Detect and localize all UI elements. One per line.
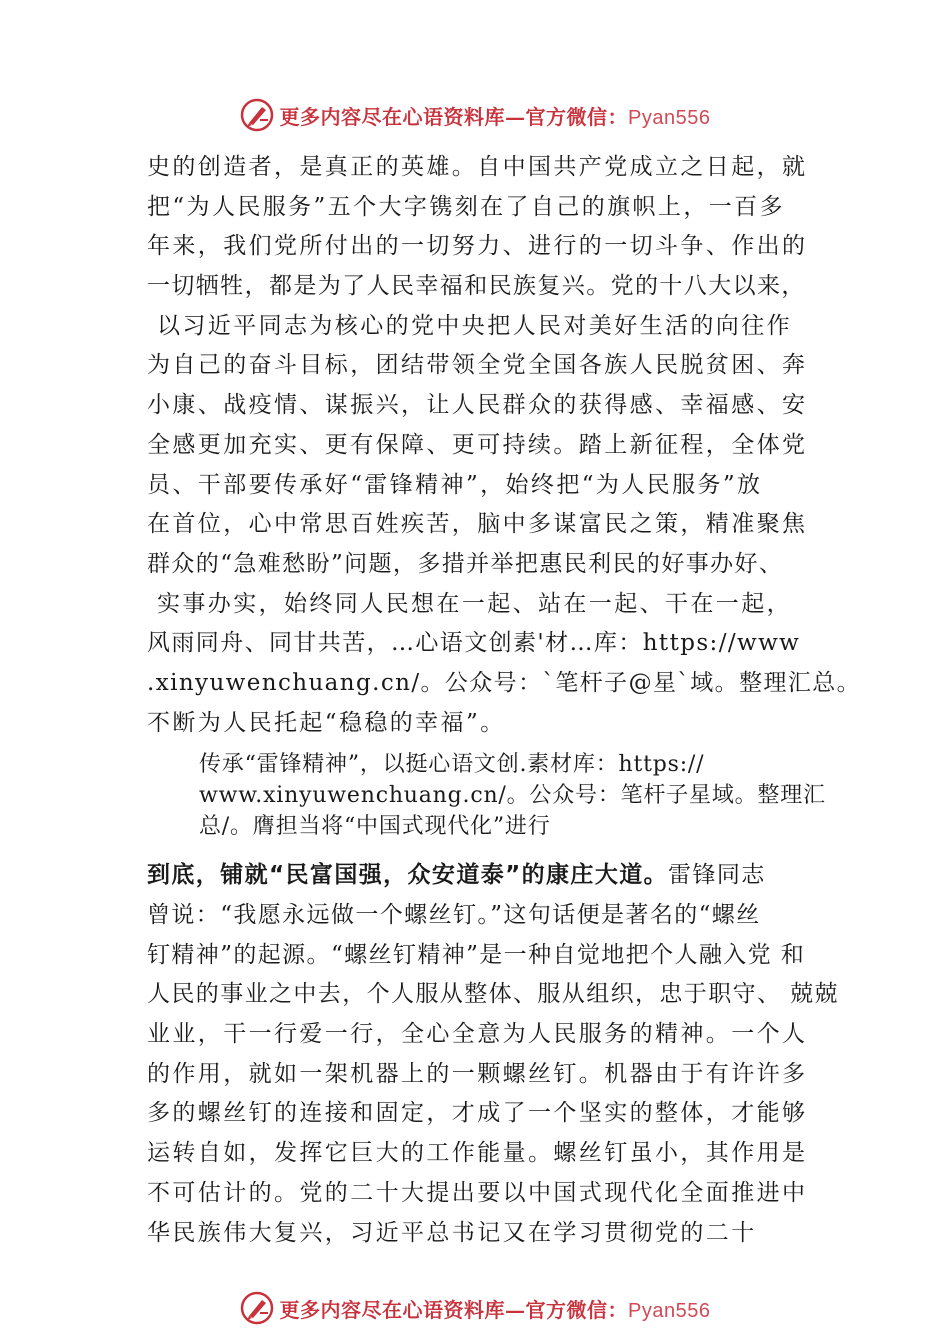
text-line: 年来，我们党所付出的一切努力、进行的一切斗争、作出的 bbox=[147, 233, 808, 260]
text-line: .xinyuwenchuang.cn/。公众号：`笔杆子@星`域。整理汇总。 bbox=[147, 669, 862, 696]
text-line: 的作用，就如一架机器上的一颗螺丝钉。机器由于有许许多 bbox=[147, 1060, 808, 1087]
pen-logo-icon bbox=[240, 1291, 274, 1325]
text-line: 多的螺丝钉的连接和固定，才成了一个坚实的整体，才能够 bbox=[147, 1100, 808, 1127]
text-line: 小康、战疫情、谋振兴，让人民群众的获得感、幸福感、安 bbox=[147, 392, 808, 419]
text-line: 为自己的奋斗目标，团结带领全党全国各族人民脱贫困、奔 bbox=[147, 352, 808, 379]
paragraph-2 bbox=[147, 856, 837, 1253]
text-line: 风雨同舟、同甘共苦，…心语文创素'材…库：https://www bbox=[147, 630, 801, 657]
text-line: 实事办实，始终同人民想在一起、站在一起、干在一起， bbox=[157, 590, 792, 617]
lead-line-rest: 雷锋同志 bbox=[668, 862, 766, 889]
header-wechat-handle: Pyan556 bbox=[628, 106, 711, 129]
quote-block bbox=[199, 749, 837, 842]
text-line: 以习近平同志为核心的党中央把人民对美好生活的向往作 bbox=[157, 312, 792, 339]
footer-wechat-handle: Pyan556 bbox=[628, 1299, 711, 1322]
document-body bbox=[147, 148, 862, 1253]
quote-line: 总/。膺担当将“中国式现代化”进行 bbox=[199, 814, 551, 840]
header-banner bbox=[0, 95, 950, 135]
text-line: 人民的事业之中去，个人服从整体、服从组织，忠于职守、 兢兢 bbox=[147, 981, 839, 1008]
header-banner-text: 更多内容尽在心语资料库—官方微信：Pyan556 bbox=[279, 104, 711, 129]
text-line: 员、干部要传承好“雷锋精神”，始终把“为人民服务”放 bbox=[147, 471, 763, 498]
text-line: 史的创造者，是真正的英雄。自中国共产党成立之日起，就 bbox=[147, 154, 808, 180]
bold-lead-sentence: 到底，铺就“民富国强，众安道泰”的康庄大道。 bbox=[147, 862, 669, 889]
text-line: 在首位，心中常思百姓疾苦，脑中多谋富民之策，精准聚焦 bbox=[147, 511, 808, 538]
text-line bbox=[147, 856, 837, 896]
text-line: 业业，干一行爱一行，全心全意为人民服务的精神。一个人 bbox=[147, 1021, 808, 1048]
quote-line: www.xinyuwenchuang.cn/。公众号：笔杆子星域。整理汇 bbox=[199, 783, 826, 809]
text-line: 把“为人民服务”五个大字镌刻在了自己的旗帜上，一百多 bbox=[147, 193, 785, 220]
text-line: 华民族伟大复兴，习近平总书记又在学习贯彻党的二十 bbox=[147, 1219, 757, 1246]
text-line: 曾说：“我愿永远做一个螺丝钉。”这句话便是著名的“螺丝 bbox=[147, 902, 761, 928]
text-line: 全感更加充实、更有保障、更可持续。踏上新征程，全体党 bbox=[147, 431, 808, 458]
text-line: 不断为人民托起“稳稳的幸福”。 bbox=[147, 709, 506, 736]
pen-logo-icon bbox=[240, 98, 274, 132]
paragraph-1 bbox=[147, 148, 862, 743]
footer-banner bbox=[0, 1288, 950, 1328]
text-line: 运转自如，发挥它巨大的工作能量。螺丝钉虽小，其作用是 bbox=[147, 1140, 808, 1167]
text-line: 群众的“急难愁盼”问题，多措并举把惠民利民的好事办好、 bbox=[147, 550, 784, 577]
text-line: 钉精神”的起源。“螺丝钉精神”是一种自觉地把个人融入党 和 bbox=[147, 941, 806, 968]
footer-banner-text: 更多内容尽在心语资料库—官方微信：Pyan556 bbox=[279, 1297, 711, 1322]
text-line: 不可估计的。党的二十大提出要以中国式现代化全面推进中 bbox=[147, 1179, 808, 1206]
text-line: 一切牺牲，都是为了人民幸福和民族复兴。党的十八大以来， bbox=[147, 273, 806, 300]
quote-line: 传承“雷锋精神”，以挺心语文创.素材库：https:// bbox=[199, 752, 705, 778]
